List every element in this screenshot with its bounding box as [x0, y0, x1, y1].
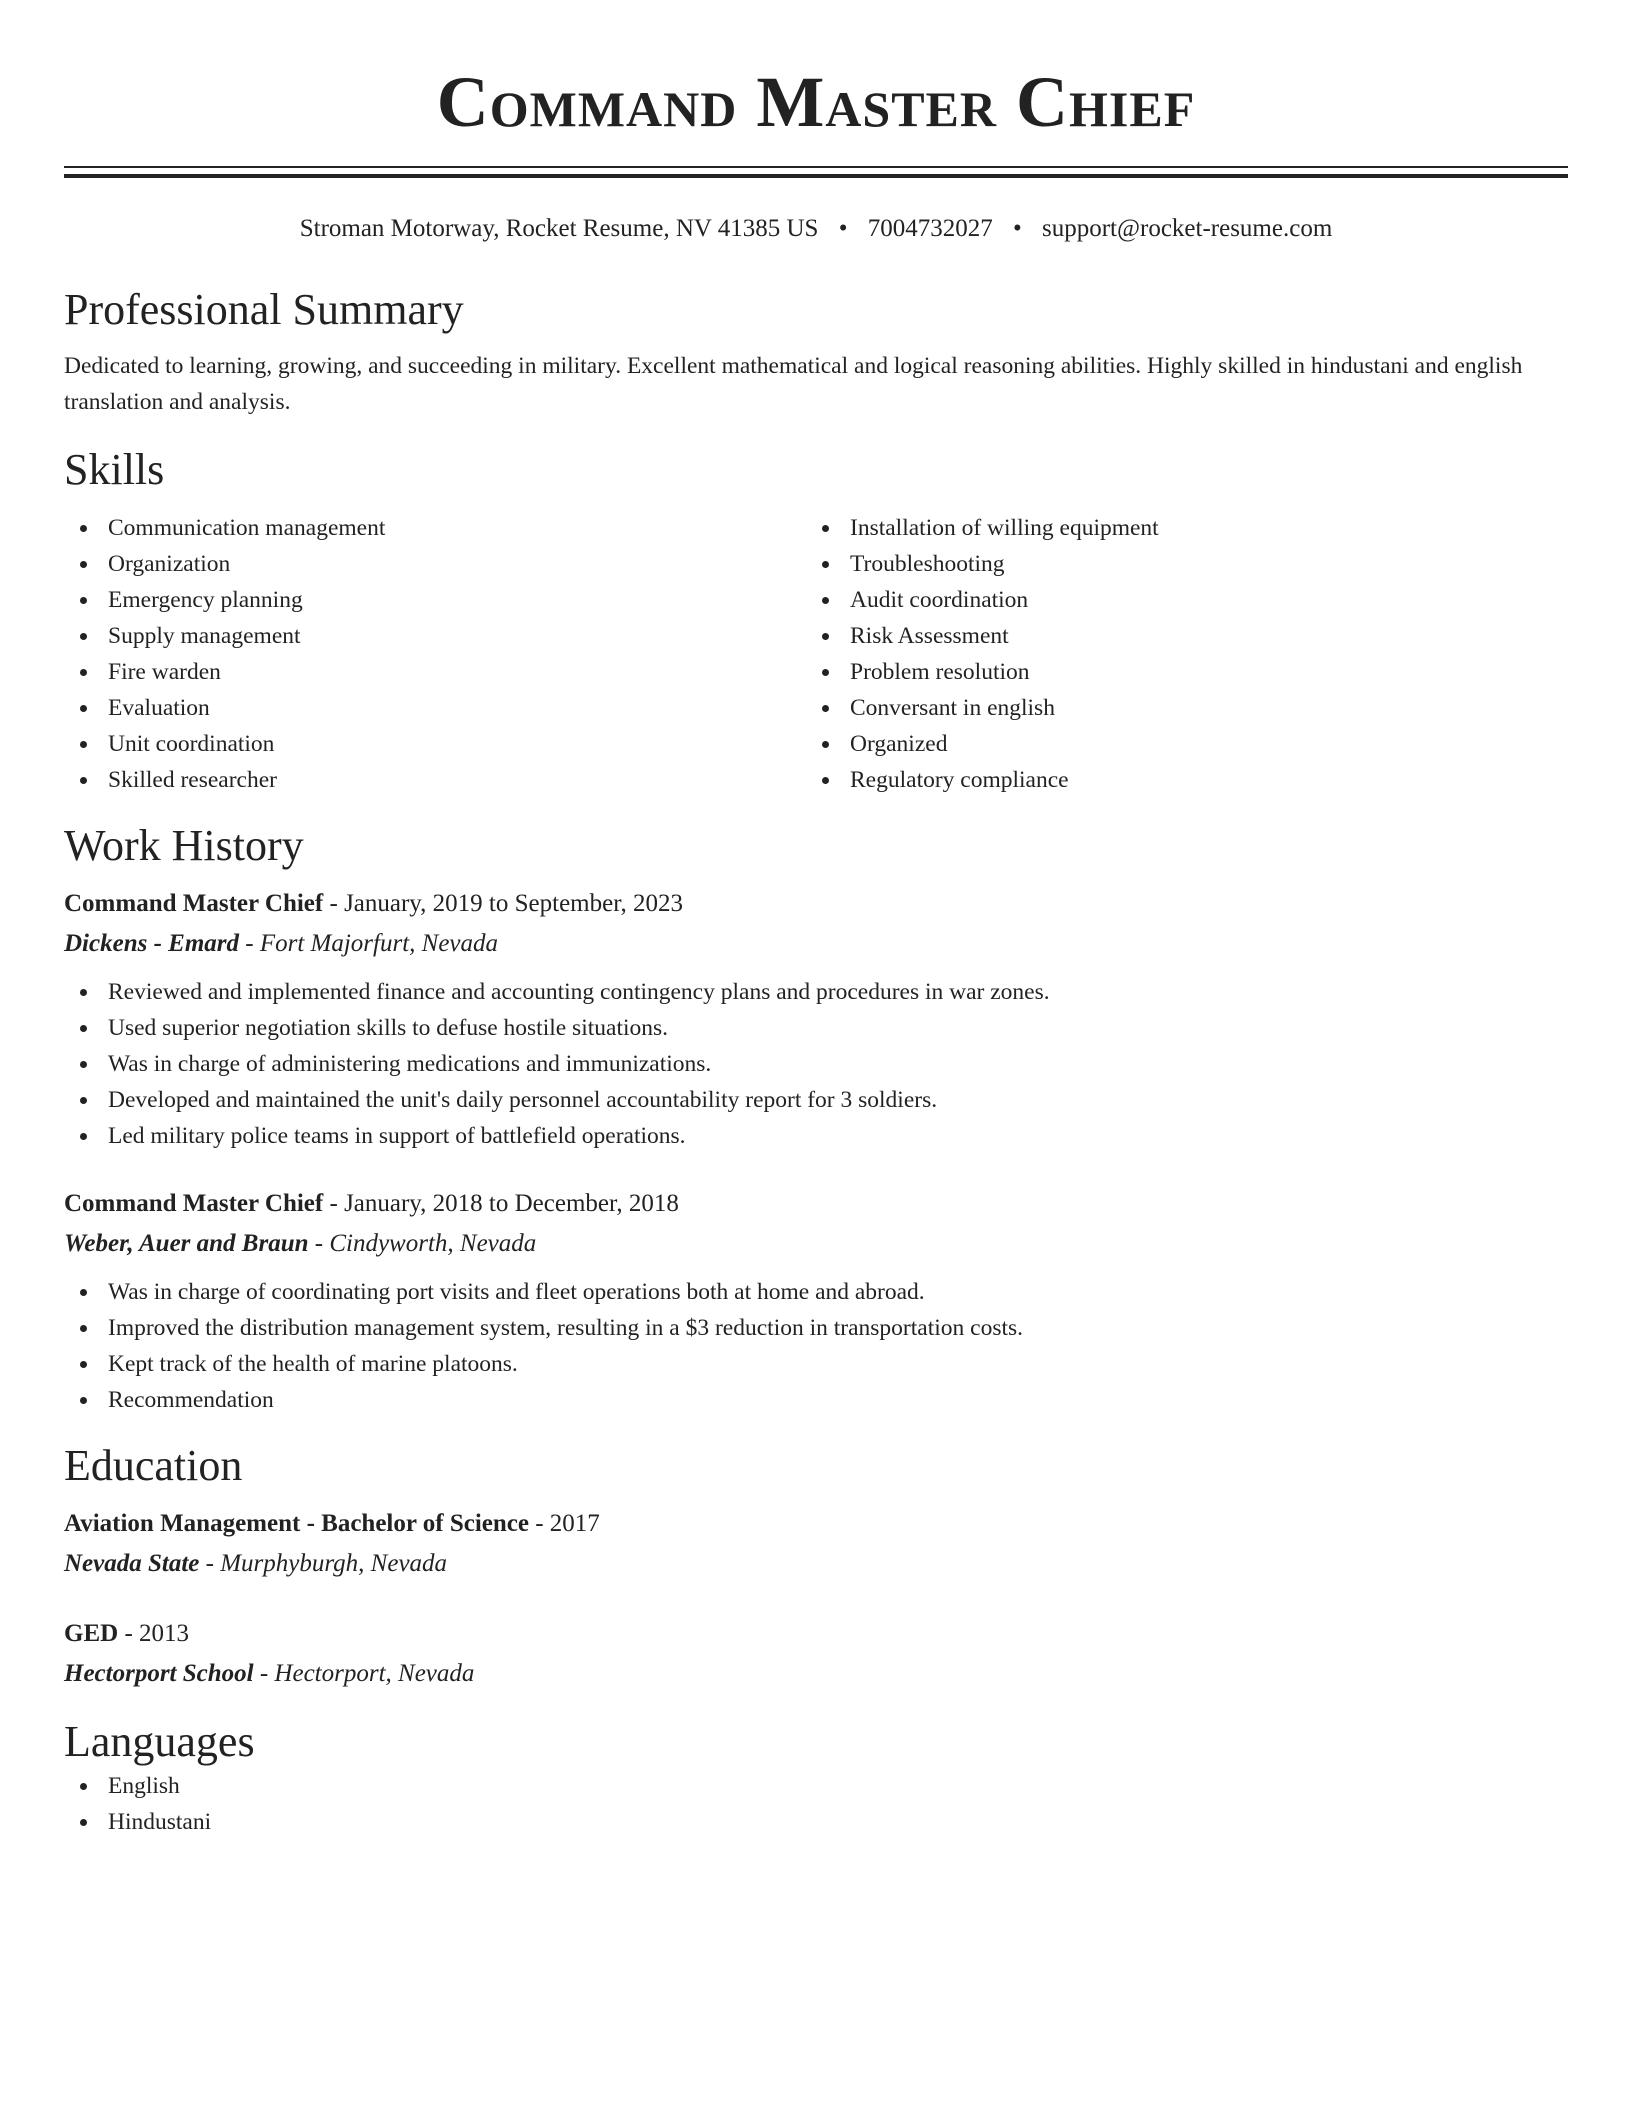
job-title: Command Master Chief — [64, 1190, 324, 1217]
skill-item: Supply management — [64, 618, 806, 654]
education-degree-line — [64, 1614, 1568, 1654]
job-title: Command Master Chief — [64, 890, 324, 917]
education-school-line — [64, 1654, 1568, 1694]
skill-item: Unit coordination — [64, 726, 806, 762]
summary-section — [64, 284, 1568, 420]
job-bullets — [64, 1274, 1568, 1418]
job-entry — [64, 884, 1568, 1154]
skill-item: Risk Assessment — [806, 618, 1548, 654]
languages-section — [64, 1716, 1568, 1840]
education-dash: - — [118, 1620, 140, 1647]
education-entry — [64, 1504, 1568, 1584]
job-bullet: Improved the distribution management system, resulting in a $3 reduction in transportation costs. — [64, 1310, 1568, 1346]
languages-heading: Languages — [64, 1717, 255, 1766]
job-dash: - — [308, 1230, 330, 1257]
education-location: Murphyburgh, Nevada — [220, 1550, 448, 1577]
job-bullet: Reviewed and implemented finance and accounting contingency plans and procedures in war zones. — [64, 974, 1568, 1010]
skill-item: Skilled researcher — [64, 762, 806, 798]
language-item: Hindustani — [64, 1804, 1568, 1840]
skill-item: Installation of willing equipment — [806, 510, 1548, 546]
education-school: Hectorport School — [64, 1660, 254, 1687]
job-bullet: Led military police teams in support of battlefield operations. — [64, 1118, 1568, 1154]
skills-section — [64, 444, 1568, 798]
job-dates: January, 2018 to December, 2018 — [344, 1190, 679, 1217]
contact-address: Stroman Motorway, Rocket Resume, NV 41385 US — [299, 215, 819, 242]
job-bullets — [64, 974, 1568, 1154]
education-section — [64, 1440, 1568, 1694]
job-dates: January, 2019 to September, 2023 — [344, 890, 684, 917]
skill-item: Regulatory compliance — [806, 762, 1548, 798]
skill-item: Organized — [806, 726, 1548, 762]
job-company: Weber, Auer and Braun — [64, 1230, 309, 1257]
education-degree: GED — [64, 1620, 119, 1647]
education-year: 2017 — [549, 1510, 600, 1537]
work-history-heading: Work History — [64, 821, 304, 870]
skill-item: Organization — [64, 546, 806, 582]
skill-item: Troubleshooting — [806, 546, 1548, 582]
job-dash: - — [239, 930, 260, 957]
skill-item: Emergency planning — [64, 582, 806, 618]
contact-separator: • — [838, 215, 848, 242]
education-school: Nevada State — [64, 1550, 200, 1577]
job-bullet: Recommendation — [64, 1382, 1568, 1418]
education-year: 2013 — [139, 1620, 190, 1647]
education-entry — [64, 1614, 1568, 1694]
job-bullet: Was in charge of coordinating port visits and fleet operations both at home and abroad. — [64, 1274, 1568, 1310]
skill-item: Communication management — [64, 510, 806, 546]
skills-columns — [64, 510, 1568, 798]
job-entry — [64, 1184, 1568, 1418]
skill-item: Problem resolution — [806, 654, 1548, 690]
skill-item: Fire warden — [64, 654, 806, 690]
education-school-line — [64, 1544, 1568, 1584]
candidate-name: Command Master Chief — [436, 62, 1196, 142]
job-title-line — [64, 884, 1568, 924]
education-dash: - — [253, 1660, 275, 1687]
header-rule-thick — [64, 174, 1568, 178]
skills-list-right — [806, 510, 1548, 798]
job-bullet: Developed and maintained the unit's daily personnel accountability report for 3 soldiers. — [64, 1082, 1568, 1118]
skill-item: Conversant in english — [806, 690, 1548, 726]
summary-text: Dedicated to learning, growing, and succeeding in military. Excellent mathematical and logical reasoning abilities. Highly skilled in hindustani and english translation and analysis. — [64, 353, 1523, 415]
job-location: Fort Majorfurt, Nevada — [259, 930, 499, 957]
header-rule-thin — [64, 166, 1568, 168]
contact-phone: 7004732027 — [867, 215, 993, 242]
work-history-section — [64, 820, 1568, 1418]
education-location: Hectorport, Nevada — [274, 1660, 475, 1687]
languages-list — [64, 1768, 1568, 1840]
contact-separator: • — [1012, 215, 1022, 242]
skill-item: Audit coordination — [806, 582, 1548, 618]
education-heading: Education — [64, 1441, 243, 1490]
job-company: Dickens - Emard — [64, 930, 239, 957]
skills-heading: Skills — [64, 445, 165, 494]
education-degree: Aviation Management - Bachelor of Science — [64, 1510, 529, 1537]
job-bullet: Kept track of the health of marine platoons. — [64, 1346, 1568, 1382]
job-bullet: Used superior negotiation skills to defuse hostile situations. — [64, 1010, 1568, 1046]
job-company-line — [64, 1224, 1568, 1264]
skill-item: Evaluation — [64, 690, 806, 726]
job-dash: - — [323, 890, 345, 917]
job-bullet: Was in charge of administering medications and immunizations. — [64, 1046, 1568, 1082]
skills-list-left — [64, 510, 806, 798]
contact-line — [64, 214, 1568, 244]
language-item: English — [64, 1768, 1568, 1804]
job-company-line — [64, 924, 1568, 964]
job-dash: - — [323, 1190, 345, 1217]
job-title-line — [64, 1184, 1568, 1224]
summary-heading: Professional Summary — [64, 285, 464, 334]
education-dash: - — [528, 1510, 550, 1537]
education-dash: - — [199, 1550, 221, 1577]
contact-email: support@rocket-resume.com — [1041, 215, 1333, 242]
job-location: Cindyworth, Nevada — [329, 1230, 537, 1257]
education-degree-line — [64, 1504, 1568, 1544]
